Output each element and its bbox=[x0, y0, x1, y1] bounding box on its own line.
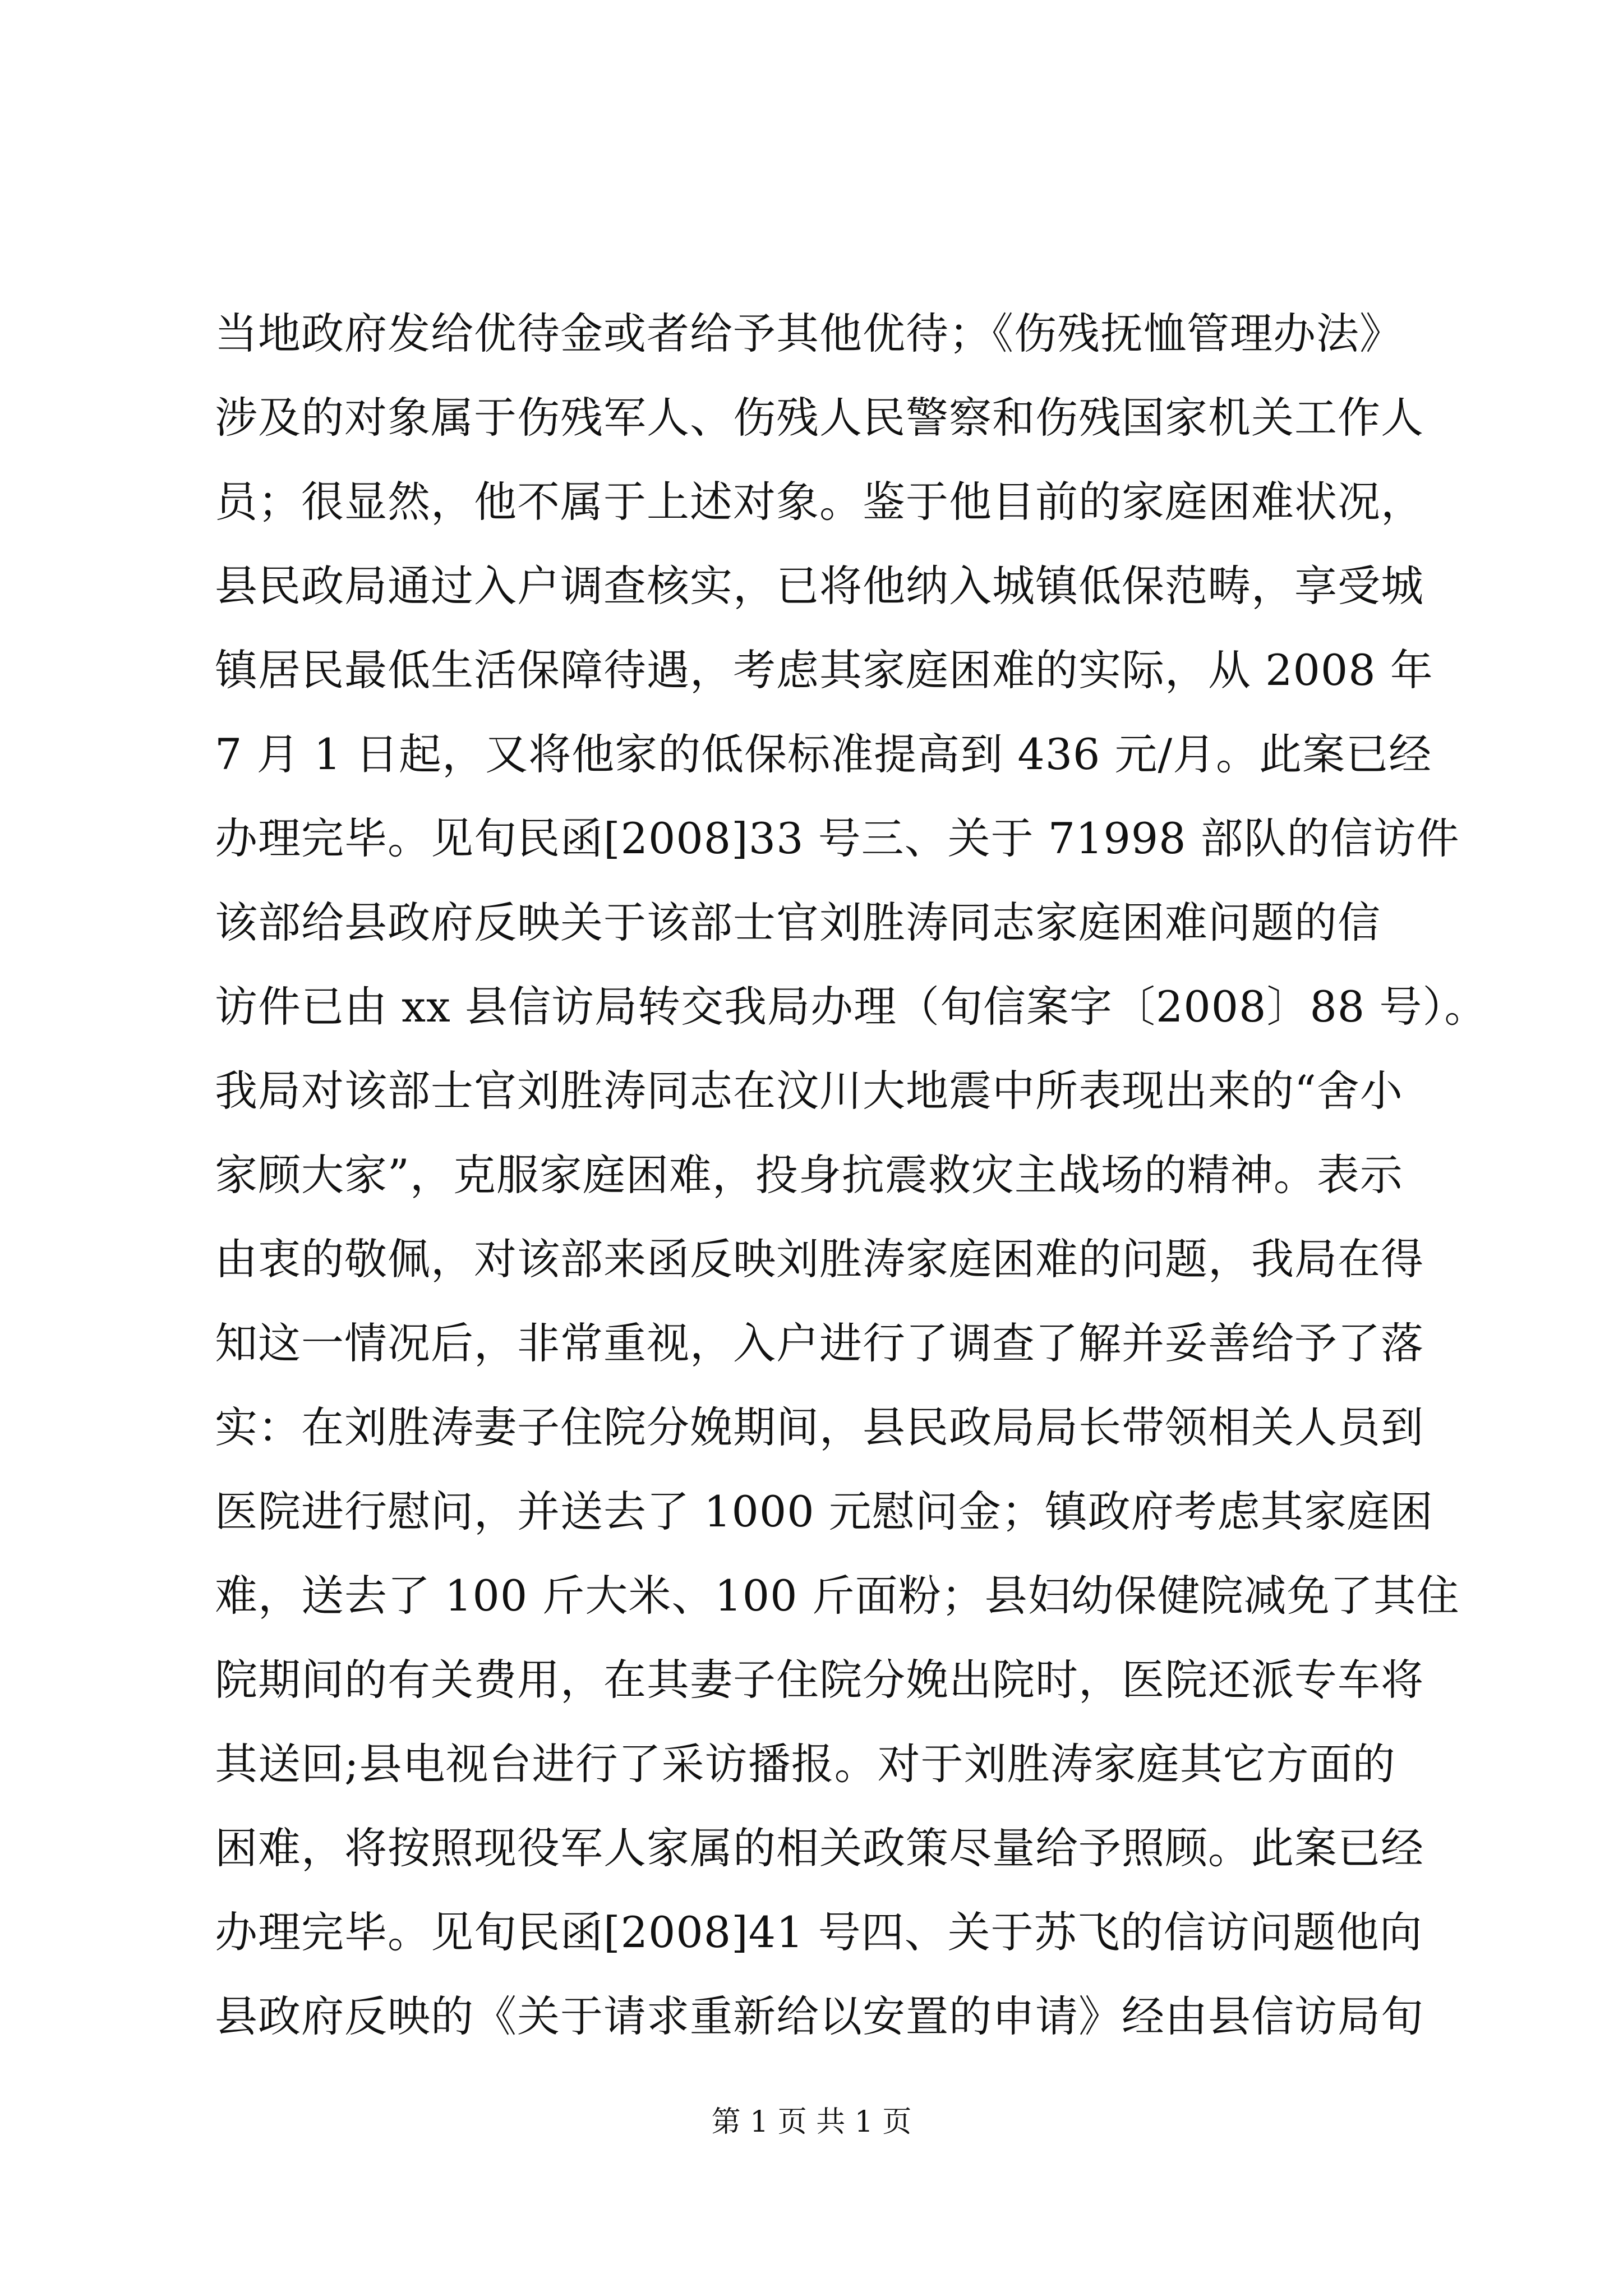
text-line: 知这一情况后，非常重视，入户进行了调查了解并妥善给予了落 bbox=[215, 1318, 1424, 1368]
text-line: 由衷的敬佩，对该部来函反映刘胜涛家庭困难的问题，我局在得 bbox=[215, 1234, 1424, 1284]
text-line: 镇居民最低生活保障待遇，考虑其家庭困难的实际，从 2008 年 bbox=[215, 645, 1433, 695]
page-number-footer: 第 1 页 共 1 页 bbox=[711, 2105, 912, 2139]
text-line: 办理完毕。见旬民函[2008]33 号三、关于 71998 部队的信访件 bbox=[215, 813, 1460, 863]
text-line: 其送回;县电视台进行了采访播报。对于刘胜涛家庭其它方面的 bbox=[215, 1739, 1396, 1789]
text-line: 医院进行慰问，并送去了 1000 元慰问金；镇政府考虑其家庭困 bbox=[215, 1487, 1433, 1536]
text-line: 访件已由 xx 县信访局转交我局办理（旬信案字〔2008〕88 号）。 bbox=[215, 982, 1488, 1032]
text-line: 7 月 1 日起，又将他家的低保标准提高到 436 元/月。此案已经 bbox=[215, 729, 1432, 779]
text-line: 当地政府发给优待金或者给予其他优待；《伤残抚恤管理办法》 bbox=[215, 309, 1403, 358]
text-line: 院期间的有关费用，在其妻子住院分娩出院时，医院还派专车将 bbox=[215, 1655, 1424, 1705]
text-line: 难，送去了 100 斤大米、100 斤面粉；县妇幼保健院减免了其住 bbox=[215, 1571, 1460, 1621]
text-line: 我局对该部士官刘胜涛同志在汶川大地震中所表现出来的“舍小 bbox=[215, 1066, 1403, 1116]
text-line: 实：在刘胜涛妻子住院分娩期间，县民政局局长带领相关人员到 bbox=[215, 1402, 1424, 1452]
text-line: 县民政局通过入户调查核实，已将他纳入城镇低保范畴，享受城 bbox=[215, 561, 1424, 611]
text-line: 办理完毕。见旬民函[2008]41 号四、关于苏飞的信访问题他向 bbox=[215, 1907, 1423, 1957]
body-text bbox=[215, 292, 1488, 2059]
text-line: 员；很显然，他不属于上述对象。鉴于他目前的家庭困难状况， bbox=[215, 477, 1424, 527]
text-line: 该部给县政府反映关于该部士官刘胜涛同志家庭困难问题的信 bbox=[215, 898, 1381, 947]
text-line: 涉及的对象属于伤残军人、伤残人民警察和伤残国家机关工作人 bbox=[215, 393, 1424, 443]
text-line: 困难，将按照现役军人家属的相关政策尽量给予照顾。此案已经 bbox=[215, 1823, 1424, 1873]
text-line: 县政府反映的《关于请求重新给以安置的申请》经由县信访局旬 bbox=[215, 1991, 1424, 2041]
text-line: 家顾大家”，克服家庭困难，投身抗震救灾主战场的精神。表示 bbox=[215, 1150, 1403, 1200]
